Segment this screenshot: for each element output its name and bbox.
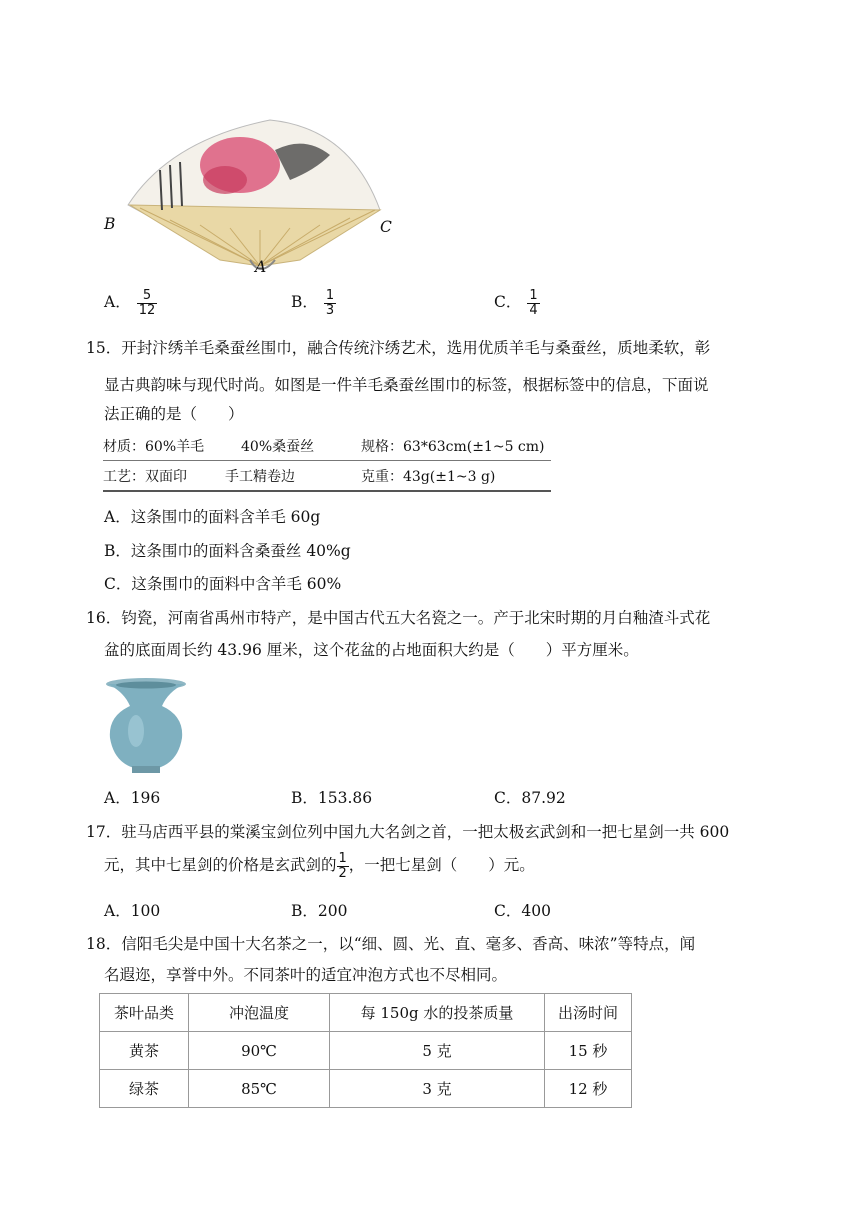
q18-line-2: 名遐迩，享誉中外。不同茶叶的适宜冲泡方式也不尽相同。 — [104, 966, 508, 984]
option-letter: B． — [291, 293, 318, 312]
table-cell: 3 克 — [330, 1070, 545, 1108]
q17-option-b[interactable]: B．200 — [291, 902, 348, 920]
table-cell: 5 克 — [330, 1032, 545, 1070]
table-cell: 15 秒 — [545, 1032, 632, 1070]
q15-line-1: 15．开封汴绣羊毛桑蚕丝围巾，融合传统汴绣艺术，选用优质羊毛与桑蚕丝，质地柔软，彰 — [86, 339, 711, 357]
fan-label-c: C — [380, 218, 392, 236]
fan-label-a: A — [255, 258, 267, 276]
table-header: 冲泡温度 — [189, 994, 330, 1032]
label-weight: 克重：43g(±1~3 g) — [361, 469, 496, 485]
q17-line-1: 17．驻马店西平县的棠溪宝剑位列中国九大名剑之首，一把太极玄武剑和一把七星剑一共 600 — [86, 823, 730, 841]
q15-option-b[interactable]: B．这条围巾的面料含桑蚕丝 40%g — [104, 542, 351, 560]
scarf-label — [103, 430, 551, 490]
label-silk: 40%桑蚕丝 — [241, 439, 315, 455]
q17-fraction: $\frac{1}{2}$ — [338, 851, 347, 881]
q15-option-a[interactable]: A．这条围巾的面料含羊毛 60g — [104, 508, 321, 526]
fraction: $\frac{5}{12}$ — [138, 288, 156, 318]
tea-table — [99, 993, 632, 1108]
option-letter: C． — [494, 293, 522, 312]
label-row-1 — [103, 430, 551, 461]
table-cell: 12 秒 — [545, 1070, 632, 1108]
table-cell: 黄茶 — [100, 1032, 189, 1070]
table-row — [100, 1070, 632, 1108]
table-header: 每 150g 水的投茶质量 — [330, 994, 545, 1032]
label-craft: 工艺：双面印 — [103, 469, 187, 485]
q17-option-a[interactable]: A．100 — [104, 902, 161, 920]
q17-line-2 — [104, 852, 535, 880]
q14-option-a[interactable] — [104, 289, 157, 317]
option-letter: A． — [104, 293, 131, 312]
table-cell: 85℃ — [189, 1070, 330, 1108]
q16-option-a[interactable]: A．196 — [104, 789, 161, 807]
table-header: 出汤时间 — [545, 994, 632, 1032]
q14-option-c[interactable] — [494, 289, 540, 317]
q17-option-c[interactable]: C．400 — [494, 902, 551, 920]
table-cell: 绿茶 — [100, 1070, 189, 1108]
q15-line-2: 显古典韵味与现代时尚。如图是一件羊毛桑蚕丝围巾的标签，根据标签中的信息，下面说 — [104, 376, 709, 394]
q18-line-1: 18．信阳毛尖是中国十大名茶之一，以“细、圆、光、直、毫多、香高、味浓”等特点，闻 — [86, 935, 696, 953]
q16-option-c[interactable]: C．87.92 — [494, 789, 566, 807]
q16-line-2: 盆的底面周长约 43.96 厘米，这个花盆的占地面积大约是（ ）平方厘米。 — [104, 641, 639, 659]
folding-fan-image — [100, 110, 400, 280]
fraction: $\frac{1}{4}$ — [529, 288, 538, 318]
vase-image — [104, 676, 188, 776]
table-header-row — [100, 994, 632, 1032]
label-edge: 手工精卷边 — [225, 469, 295, 485]
fraction: $\frac{1}{3}$ — [325, 288, 335, 318]
fan-figure — [100, 110, 400, 280]
table-cell: 90℃ — [189, 1032, 330, 1070]
table-header: 茶叶品类 — [100, 994, 189, 1032]
label-row-2 — [103, 460, 551, 492]
q17-line-2a: 元，其中七星剑的价格是玄武剑的 — [104, 856, 337, 875]
q17-line-2b: ，一把七星剑（ ）元。 — [348, 856, 535, 875]
label-size: 规格：63*63cm(±1~5 cm) — [361, 439, 545, 455]
q15-option-c[interactable]: C．这条围巾的面料中含羊毛 60% — [104, 575, 342, 593]
q15-line-3: 法正确的是（ ） — [104, 405, 244, 423]
table-row — [100, 1032, 632, 1070]
q14-option-b[interactable] — [291, 289, 336, 317]
q16-line-1: 16．钧瓷，河南省禹州市特产，是中国古代五大名瓷之一。产于北宋时期的月白釉渣斗式花 — [86, 609, 711, 627]
fan-label-b: B — [104, 215, 116, 233]
q16-option-b[interactable]: B．153.86 — [291, 789, 373, 807]
label-material: 材质：60%羊毛 — [103, 439, 205, 455]
